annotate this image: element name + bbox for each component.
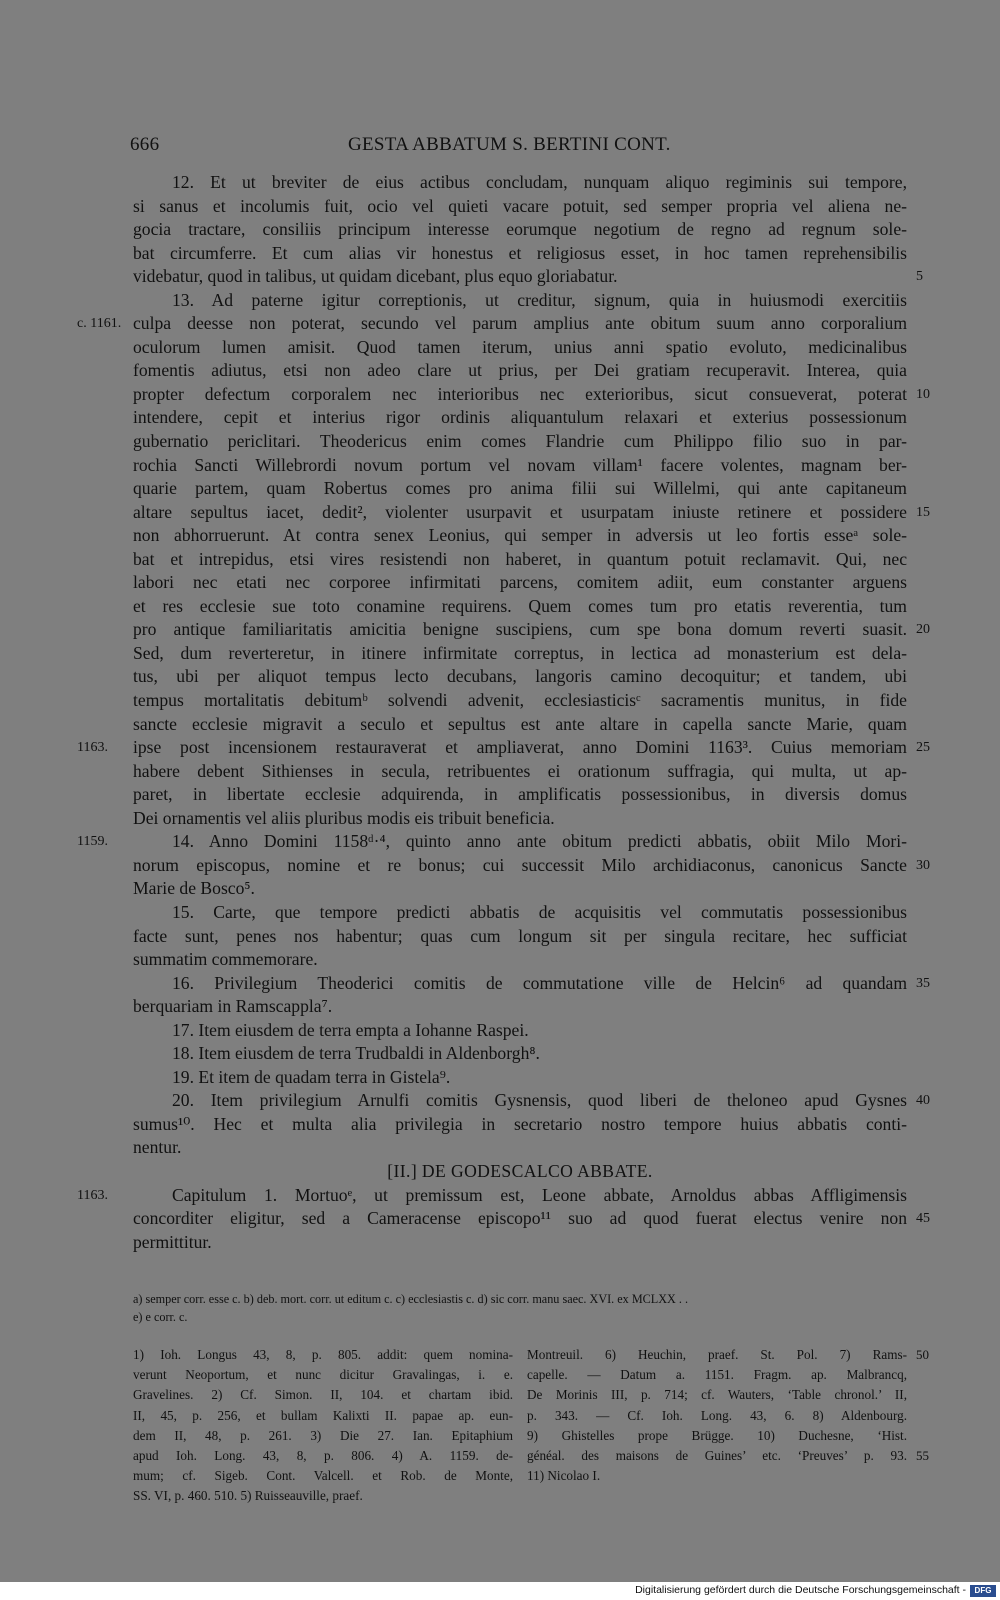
text-line <box>77 736 930 760</box>
line-number: 35 <box>916 975 930 991</box>
footnote-line: Montreuil. 6) Heuchin, praef. St. Pol. 7) Rams- <box>527 1347 907 1362</box>
margin-date: c. 1161. <box>77 316 122 332</box>
text-line <box>133 406 907 430</box>
text-line-content: gocia tractare, consiliis principum interesse eorumque negotium de regno ad regnum sole- <box>133 219 907 240</box>
text-line <box>133 901 907 925</box>
footnote-line: apud Ioh. Long. 43, 8, p. 806. 4) A. 1159. de- <box>133 1447 513 1463</box>
text-line-content: sumus¹⁰. Hec et multa alia privilegia in secretario nostro tempore huius abbatis conti- <box>133 1113 907 1134</box>
page-number: 666 <box>130 134 160 155</box>
text-line-content: 18. Item eiusdem de terra Trudbaldi in Aldenborgh⁸. <box>172 1043 540 1064</box>
text-line-content: 13. Ad paterne igitur correptionis, ut creditur, signum, quia in huiusmodi exercitiis <box>172 289 907 310</box>
text-line <box>133 548 907 572</box>
text-line <box>133 265 923 289</box>
text-line <box>133 336 907 360</box>
line-number-50: 50 <box>916 1347 929 1362</box>
section-heading <box>133 1160 907 1184</box>
text-line-content: 20. Item privilegium Arnulfi comitis Gysnensis, quod liberi de theloneo apud Gysnes <box>172 1090 907 1111</box>
text-line-content: habere debent Sithienses in secula, retribuentes ei orationum suffragia, qui multa, ut ap- <box>133 760 907 781</box>
text-line <box>133 948 907 972</box>
text-line-content: concorditer eligitur, sed a Cameracense episcopo¹¹ suo ad quod fuerat electus venire non <box>133 1208 907 1229</box>
line-number: 10 <box>916 386 930 402</box>
critical-apparatus <box>133 1290 913 1326</box>
line-number-55: 55 <box>916 1448 929 1463</box>
margin-date: 1163. <box>77 740 108 756</box>
text-line <box>133 1042 907 1066</box>
text-line-content: paret, in libertate ecclesie adquirenda, in amplificatis possessionibus, in diversis domus <box>133 784 907 805</box>
footnote-line: Gravelines. 2) Cf. Simon. II, 104. et chartam ibid. <box>133 1387 513 1403</box>
text-line <box>133 807 907 831</box>
text-line <box>133 571 907 595</box>
margin-date: 1159. <box>77 834 108 850</box>
text-line-content: si sanus et incolumis fuit, ocio vel quieti vacare potuit, sed semper propria vel aliena ne- <box>133 195 907 216</box>
text-line <box>133 242 907 266</box>
text-line-content: Dei ornamentis vel aliis pluribus modis eis tribuit beneficia. <box>133 807 555 828</box>
text-line-content: summatim commemorare. <box>133 949 318 970</box>
margin-date: 1163. <box>77 1187 108 1203</box>
text-line-content: intendere, cepit et interius rigor ordinis aliquantulum relaxari et exterius possessionum <box>133 407 907 428</box>
text-line-content: 12. Et ut breviter de eius actibus concludam, nunquam aliquo regiminis sui tempore, <box>172 172 907 192</box>
text-line <box>133 925 907 949</box>
text-line-content: fomentis adiutus, etsi non adeo clare ut prius, per Dei gratiam recuperavit. Interea, quia <box>133 360 907 381</box>
line-number: 30 <box>916 857 930 873</box>
text-line-content: 17. Item eiusdem de terra empta a Iohanne Raspei. <box>172 1019 529 1040</box>
text-line <box>133 877 907 901</box>
text-line-content: Capitulum 1. Mortuoᵉ, ut premissum est, Leone abbate, Arnoldus abbas Affligimensis <box>172 1184 907 1205</box>
text-line <box>133 218 907 242</box>
footnotes-left-column <box>133 1345 513 1507</box>
text-line <box>133 854 930 878</box>
footnote-line: mum; cf. Sigeb. Cont. Valcell. et Rob. de Monte, <box>133 1468 513 1484</box>
text-line <box>133 501 930 525</box>
text-line <box>133 1231 907 1255</box>
text-line-content: rochia Sancti Willebrordi novum portum vel novam villam¹ facere volentes, magnam ber- <box>133 454 907 475</box>
footnote-line: De Morinis III, p. 714; cf. Wauters, ‘Table chronol.’ II, <box>527 1387 907 1403</box>
text-line <box>133 289 907 313</box>
text-line <box>133 1207 930 1231</box>
text-line-content: Sed, dum reverteretur, in itinere infirmitate correptus, in lectica ad monasterium est dela- <box>133 642 907 663</box>
apparatus-line: e) e corr. c. <box>133 1310 188 1324</box>
line-number: 45 <box>916 1211 930 1227</box>
text-line <box>133 995 907 1019</box>
line-number: 20 <box>916 622 930 638</box>
footnote-line: SS. VI, p. 460. 510. 5) Ruisseauville, praef. <box>133 1488 363 1504</box>
line-number: 15 <box>916 504 930 520</box>
text-line <box>133 430 907 454</box>
footnote-line: généal. des maisons de Guines’ etc. ‘Preuves’ p. 93. <box>527 1447 907 1463</box>
text-line <box>133 1066 907 1090</box>
text-line <box>133 760 907 784</box>
text-line <box>133 195 907 219</box>
text-line-content: 16. Privilegium Theoderici comitis de commutatione ville de Helcin⁶ ad quandam <box>172 972 907 993</box>
footnote-line: dem II, 48, p. 261. 3) Die 27. Ian. Epitaphium <box>133 1427 513 1443</box>
footnote-line: verunt Neoportum, et nunc dicitur Gravalingas, i. e. <box>133 1367 513 1383</box>
text-line <box>133 171 907 195</box>
text-line-content: oculorum lumen amisit. Quod tamen iterum, unius anni spatio evoluto, medicinalibus <box>133 336 907 357</box>
footnote-line: 11) Nicolao I. <box>527 1468 601 1484</box>
footnote-line: p. 343. — Cf. Ioh. Long. 43, 6. 8) Aldenbourg. <box>527 1407 907 1423</box>
text-line <box>133 477 907 501</box>
text-line <box>133 689 907 713</box>
text-line-content: altare sepultus iacet, dedit², violenter usurpavit et usurpatam iniuste retinere et possidere <box>133 501 907 522</box>
line-number: 25 <box>916 740 930 756</box>
text-line-content: gubernatio periclitari. Theodericus enim comes Flandrie cum Philippo filio suo in par- <box>133 431 907 452</box>
text-line-content: Marie de Bosco⁵. <box>133 878 255 899</box>
text-line-content: bat circumferre. Et cum alias vir honestus et religiosus esset, in hoc tamen reprehensibilis <box>133 242 907 263</box>
line-number: 40 <box>916 1093 930 1109</box>
line-number: 5 <box>916 269 923 285</box>
text-line <box>133 1089 930 1113</box>
funding-notice: Digitalisierung gefördert durch die Deutsche Forschungsgemeinschaft - <box>635 1584 966 1596</box>
text-line <box>77 830 907 854</box>
text-line <box>133 524 907 548</box>
text-line-content: labori nec etati nec corporee infirmitati parcens, comitem adiit, eum constanter arguens <box>133 572 907 593</box>
text-line-content: [II.] DE GODESCALCO ABBATE. <box>387 1160 653 1181</box>
footnote-line: 1) Ioh. Longus 43, 8, p. 805. addit: quem nomina- <box>133 1347 513 1362</box>
text-line-content: pro antique familiaritatis amicitia benigne suscipiens, cum spe bona domum reverti suasit. <box>133 619 907 640</box>
text-line <box>133 359 907 383</box>
text-line-content: sancte ecclesie migravit a seculo et sepultus est ante altare in capella sancte Marie, quam <box>133 713 907 734</box>
dfg-logo: DFG <box>970 1585 996 1597</box>
text-line-content: tempus mortalitatis debitumᵇ solvendi advenit, ecclesiasticisᶜ sacramentis munitus, in fide <box>133 690 907 711</box>
text-line <box>133 595 907 619</box>
footer-bar <box>0 1582 1000 1600</box>
text-line-content: tus, ubi per aliquot tempus lecto decubans, langoris camino decoquitur; et tandem, ubi <box>133 666 907 687</box>
text-line <box>133 783 907 807</box>
text-line <box>133 383 930 407</box>
text-line-content: 19. Et item de quadam terra in Gistela⁹. <box>172 1066 451 1087</box>
text-line <box>133 713 907 737</box>
text-line <box>133 618 930 642</box>
text-line-content: facte sunt, penes nos habentur; quas cum longum sit per singula recitare, hec sufficiat <box>133 925 907 946</box>
footnote-line: II, 45, p. 256, et bullam Kalixti II. papae ap. eun- <box>133 1407 513 1423</box>
text-line <box>133 1136 907 1160</box>
text-line-content: norum episcopus, nomine et re bonus; cui successit Milo archidiaconus, canonicus Sancte <box>133 854 907 875</box>
apparatus-line: a) semper corr. esse c. b) deb. mort. corr. ut editum c. c) ecclesiastis c. d) sic corr. manu saec. XVI. ex MCLXX . . <box>133 1292 689 1306</box>
footnote-line: 9) Ghistelles prope Brügge. 10) Duchesne, ‘Hist. <box>527 1427 907 1443</box>
text-line-content: bat et intrepidus, etsi vires resistendi non haberet, in quantum potuit reclamavit. Qui, nec <box>133 548 907 569</box>
text-line-content: permittitur. <box>133 1231 212 1252</box>
text-line-content: 14. Anno Domini 1158ᵈ·⁴, quinto anno ante obitum predicti abbatis, obiit Milo Mori- <box>172 831 907 852</box>
running-title: GESTA ABBATUM S. BERTINI CONT. <box>348 134 671 155</box>
text-line-content: quarie partem, quam Robertus comes pro anima filii sui Willelmi, qui ante capitaneum <box>133 478 907 499</box>
text-line-content: nentur. <box>133 1137 182 1158</box>
text-line-content: non abhorruerunt. At contra senex Leonius, qui semper in adversis ut leo fortis esseᵃ sole- <box>133 525 907 546</box>
text-line <box>77 312 907 336</box>
main-text <box>77 171 930 1254</box>
footnotes-right-column <box>527 1345 907 1486</box>
text-line-content: et res ecclesie sue toto conamine requirens. Quem comes tum pro etatis reverentia, tum <box>133 595 907 616</box>
text-line <box>133 972 930 996</box>
text-line <box>133 454 907 478</box>
footnote-line: capelle. — Datum a. 1151. Fragm. ap. Malbrancq, <box>527 1367 907 1383</box>
text-line <box>133 1019 907 1043</box>
page-header <box>130 134 910 158</box>
text-line <box>77 1184 907 1208</box>
text-line-content: ipse post incensionem restauraverat et ampliaverat, anno Domini 1163³. Cuius memoriam <box>133 737 907 758</box>
text-line-content: culpa deesse non poterat, secundo vel parum amplius ante obitum suum anno corporalium <box>133 313 907 334</box>
text-line-content: berquariam in Ramscappla⁷. <box>133 996 333 1017</box>
text-line <box>133 1113 907 1137</box>
text-line <box>133 642 907 666</box>
text-line-content: videbatur, quod in talibus, ut quidam dicebant, plus equo gloriabatur. <box>133 266 618 287</box>
text-line-content: 15. Carte, que tempore predicti abbatis de acquisitis vel commutatis possessionibus <box>172 901 907 922</box>
text-line-content: propter defectum corporalem nec interioribus nec exterioribus, sicut consueverat, poterat <box>133 383 907 404</box>
text-line <box>133 665 907 689</box>
